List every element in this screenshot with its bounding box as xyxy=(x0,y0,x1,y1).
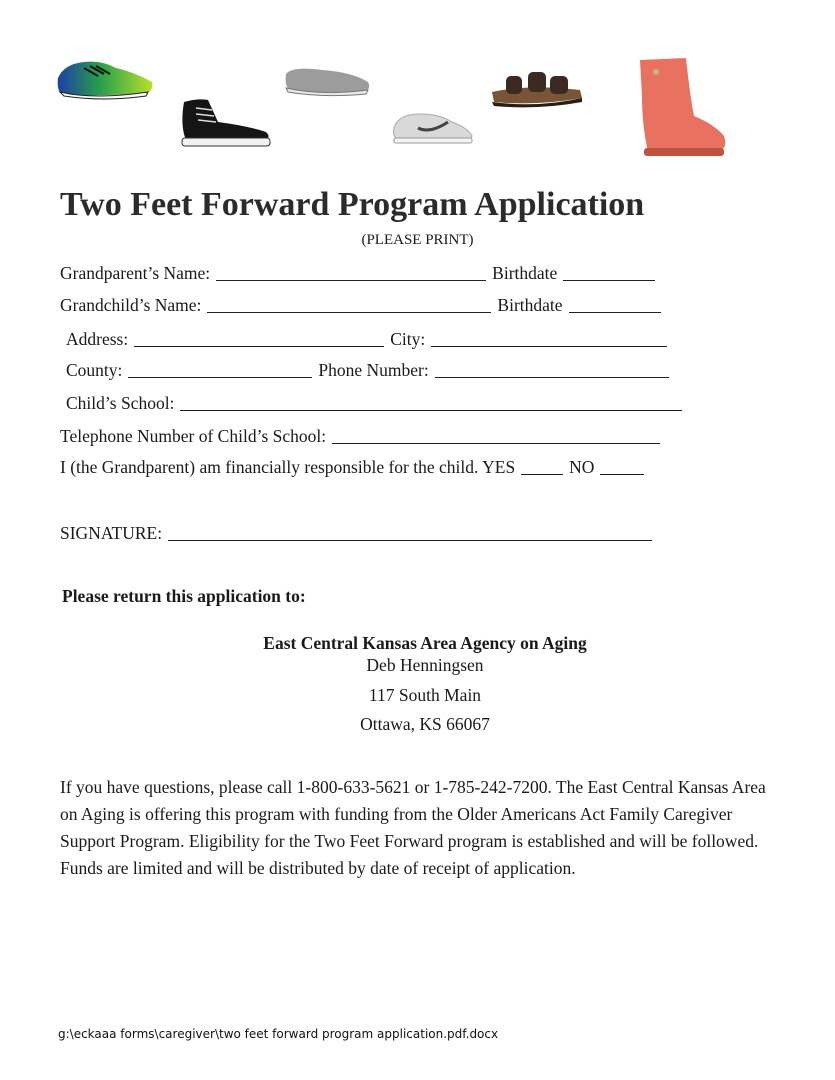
grandparent-birthdate-label: Birthdate xyxy=(492,263,558,283)
return-contact-name: Deb Henningsen xyxy=(366,655,484,675)
return-street: 117 South Main xyxy=(368,685,482,705)
grandchild-birthdate-label: Birthdate xyxy=(497,295,563,315)
running-shoe-icon xyxy=(54,56,156,102)
city-field[interactable] xyxy=(431,329,667,347)
phone-label: Phone Number: xyxy=(318,360,429,380)
school-label: Child’s School: xyxy=(66,393,175,413)
grandparent-row xyxy=(60,262,661,284)
page-subtitle: (PLEASE PRINT) xyxy=(361,232,474,248)
info-paragraph: If you have questions, please call 1-800-633-5621 or 1-785-242-7200. The East Central Kansas Area on Aging is offering this program with funding from the Older Americans Act Family Caregiver Support Program. Eligibility for the Two Feet Forward program is established and will be followed. Funds are limited and will be distributed by date of receipt of application. xyxy=(60,777,766,878)
address-row xyxy=(66,328,673,350)
financial-row xyxy=(60,456,650,478)
grandchild-name-label: Grandchild’s Name: xyxy=(60,295,202,315)
return-heading: Please return this application to: xyxy=(62,586,306,606)
signature-field[interactable] xyxy=(168,523,652,541)
school-phone-row xyxy=(60,425,666,447)
phone-field[interactable] xyxy=(435,360,669,378)
grandchild-name-field[interactable] xyxy=(207,295,491,313)
page-title: Two Feet Forward Program Application xyxy=(60,186,645,223)
signature-row xyxy=(60,522,658,544)
return-org: East Central Kansas Area Agency on Aging xyxy=(263,633,587,653)
no-field[interactable] xyxy=(600,457,644,475)
no-label: NO xyxy=(569,457,595,477)
sandal-icon xyxy=(488,68,586,108)
yes-field[interactable] xyxy=(521,457,563,475)
address-label: Address: xyxy=(66,329,129,349)
rain-boot-icon xyxy=(634,56,730,160)
address-field[interactable] xyxy=(134,329,384,347)
county-label: County: xyxy=(66,360,123,380)
grandparent-birthdate-field[interactable] xyxy=(563,263,655,281)
grandchild-birthdate-field[interactable] xyxy=(569,295,661,313)
slip-on-shoe-icon xyxy=(282,64,374,98)
grandparent-name-label: Grandparent’s Name: xyxy=(60,263,211,283)
signature-label: SIGNATURE: xyxy=(60,523,163,543)
financial-label: I (the Grandparent) am financially responsible for the child. YES xyxy=(60,457,516,477)
school-phone-label: Telephone Number of Child’s School: xyxy=(60,426,327,446)
return-city: Ottawa, KS 66067 xyxy=(360,714,490,734)
high-top-sneaker-icon xyxy=(178,96,274,150)
file-path-footer: g:\eckaaa forms\caregiver\two feet forward program application.pdf.docx xyxy=(58,1027,499,1041)
school-field[interactable] xyxy=(180,393,682,411)
white-sneaker-icon xyxy=(390,108,476,148)
county-row xyxy=(66,359,675,381)
grandparent-name-field[interactable] xyxy=(216,263,486,281)
school-phone-field[interactable] xyxy=(332,426,660,444)
county-field[interactable] xyxy=(128,360,312,378)
school-row xyxy=(66,392,688,414)
grandchild-row xyxy=(60,294,667,316)
city-label: City: xyxy=(390,329,426,349)
